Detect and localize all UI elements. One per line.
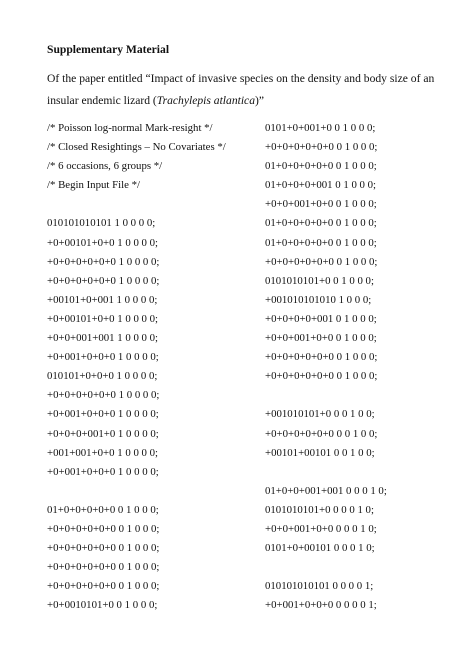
- input-line: +0+0+0+0+0+0 1 0 0 0 0;: [47, 274, 160, 287]
- input-line: 0101+0+001+0 0 1 0 0 0;: [265, 122, 376, 134]
- input-line: /* 6 occasions, 6 groups */: [47, 160, 163, 173]
- input-line: +0+0+0+0+0+0 0 1 0 0 0;: [47, 561, 160, 574]
- blank-line: [265, 465, 387, 484]
- input-line: +0+0+0+0+0+0 0 1 0 0 0;: [47, 580, 160, 593]
- input-line: +0+001+0+0+0 1 0 0 0 0;: [47, 465, 159, 478]
- blank-line: [47, 484, 226, 503]
- input-line: +0+0+0+0+0+0 0 1 0 0 0;: [265, 255, 378, 268]
- input-line: 01+0+0+0+0+0 0 1 0 0 0;: [265, 160, 377, 173]
- input-line: 010101010101 0 0 0 0 1;: [265, 580, 374, 593]
- input-line: +0+0010101+0 0 1 0 0 0;: [47, 599, 158, 612]
- input-line: 01+0+0+0+0+0 0 1 0 0 0;: [265, 217, 377, 230]
- input-line: +0+0+0+0+0+0 0 1 0 0 0;: [47, 542, 160, 555]
- input-line: /* Begin Input File */: [47, 179, 140, 192]
- intro-text: Of the paper entitled “Impact of invasive species on the density and body size of an insular endemic lizard (: [47, 72, 435, 107]
- input-line: 0101010101+0 0 0 0 1 0;: [265, 503, 374, 516]
- input-line: 0101010101+0 0 1 0 0 0;: [265, 274, 374, 287]
- input-line: +001+001+0+0 1 0 0 0 0;: [47, 446, 159, 459]
- input-line: 0101+0+00101 0 0 0 1 0;: [265, 542, 375, 555]
- input-line: +0+0+0+0+0+0 0 1 0 0 0;: [265, 370, 378, 383]
- input-line: +0+0+0+0+0+0 1 0 0 0 0;: [47, 255, 160, 268]
- blank-line: [47, 197, 226, 216]
- input-line: 01+0+0+001+001 0 0 0 1 0;: [265, 484, 387, 497]
- input-line: +0+001+0+0+0 1 0 0 0 0;: [47, 351, 159, 364]
- intro-paragraph: [47, 68, 437, 112]
- input-line: +0+0+0+0+0+0 0 1 0 0 0;: [265, 351, 378, 364]
- input-line: +0+0+001+0+0 0 1 0 0 0;: [265, 332, 377, 345]
- input-file-left-column: [47, 121, 226, 617]
- input-line: +00101+00101 0 0 1 0 0;: [265, 446, 375, 459]
- input-line: +0+0+0+0+0+0 0 1 0 0 0;: [47, 522, 160, 535]
- input-line: 01+0+0+0+0+0 0 1 0 0 0;: [265, 236, 377, 249]
- input-line: +0+0+0+0+001 0 1 0 0 0;: [265, 312, 377, 325]
- input-line: /* Poisson log-normal Mark-resight */: [47, 122, 213, 134]
- input-line: +00101+0+001 1 0 0 0 0;: [47, 293, 158, 306]
- input-line: 010101+0+0+0 1 0 0 0 0;: [47, 370, 158, 383]
- section-heading: Supplementary Material: [47, 43, 170, 56]
- input-line: +001010101+0 0 0 1 0 0;: [265, 408, 375, 421]
- input-line: +0+0+0+001+0 1 0 0 0 0;: [47, 427, 159, 440]
- input-line: /* Closed Resightings – No Covariates */: [47, 141, 226, 154]
- input-line: 010101010101 1 0 0 0 0;: [47, 217, 156, 230]
- species-name: Trachylepis atlantica: [156, 94, 255, 107]
- input-line: +0+001+0+0+0 1 0 0 0 0;: [47, 408, 159, 421]
- input-file-right-column: [265, 121, 387, 617]
- input-line: +0+001+0+0+0 0 0 0 0 1;: [265, 599, 377, 612]
- input-line: 01+0+0+0+0+0 0 1 0 0 0;: [47, 503, 159, 516]
- input-line: +001010101010 1 0 0 0;: [265, 293, 372, 306]
- input-line: +0+0+001+0+0 0 1 0 0 0;: [265, 198, 377, 211]
- input-line: +0+00101+0+0 1 0 0 0 0;: [47, 312, 159, 325]
- blank-line: [265, 388, 387, 407]
- input-line: 01+0+0+0+001 0 1 0 0 0;: [265, 179, 377, 192]
- input-line: +0+0+0+0+0+0 1 0 0 0 0;: [47, 389, 160, 402]
- input-line: +0+0+0+0+0+0 0 1 0 0 0;: [265, 141, 378, 154]
- intro-closing: )”: [255, 94, 265, 107]
- input-line: +0+0+0+0+0+0 0 0 1 0 0;: [265, 427, 378, 440]
- input-line: +0+0+001+001 1 0 0 0 0;: [47, 332, 159, 345]
- input-line: +0+00101+0+0 1 0 0 0 0;: [47, 236, 159, 249]
- blank-line: [265, 560, 387, 579]
- input-line: +0+0+001+0+0 0 0 0 1 0;: [265, 522, 377, 535]
